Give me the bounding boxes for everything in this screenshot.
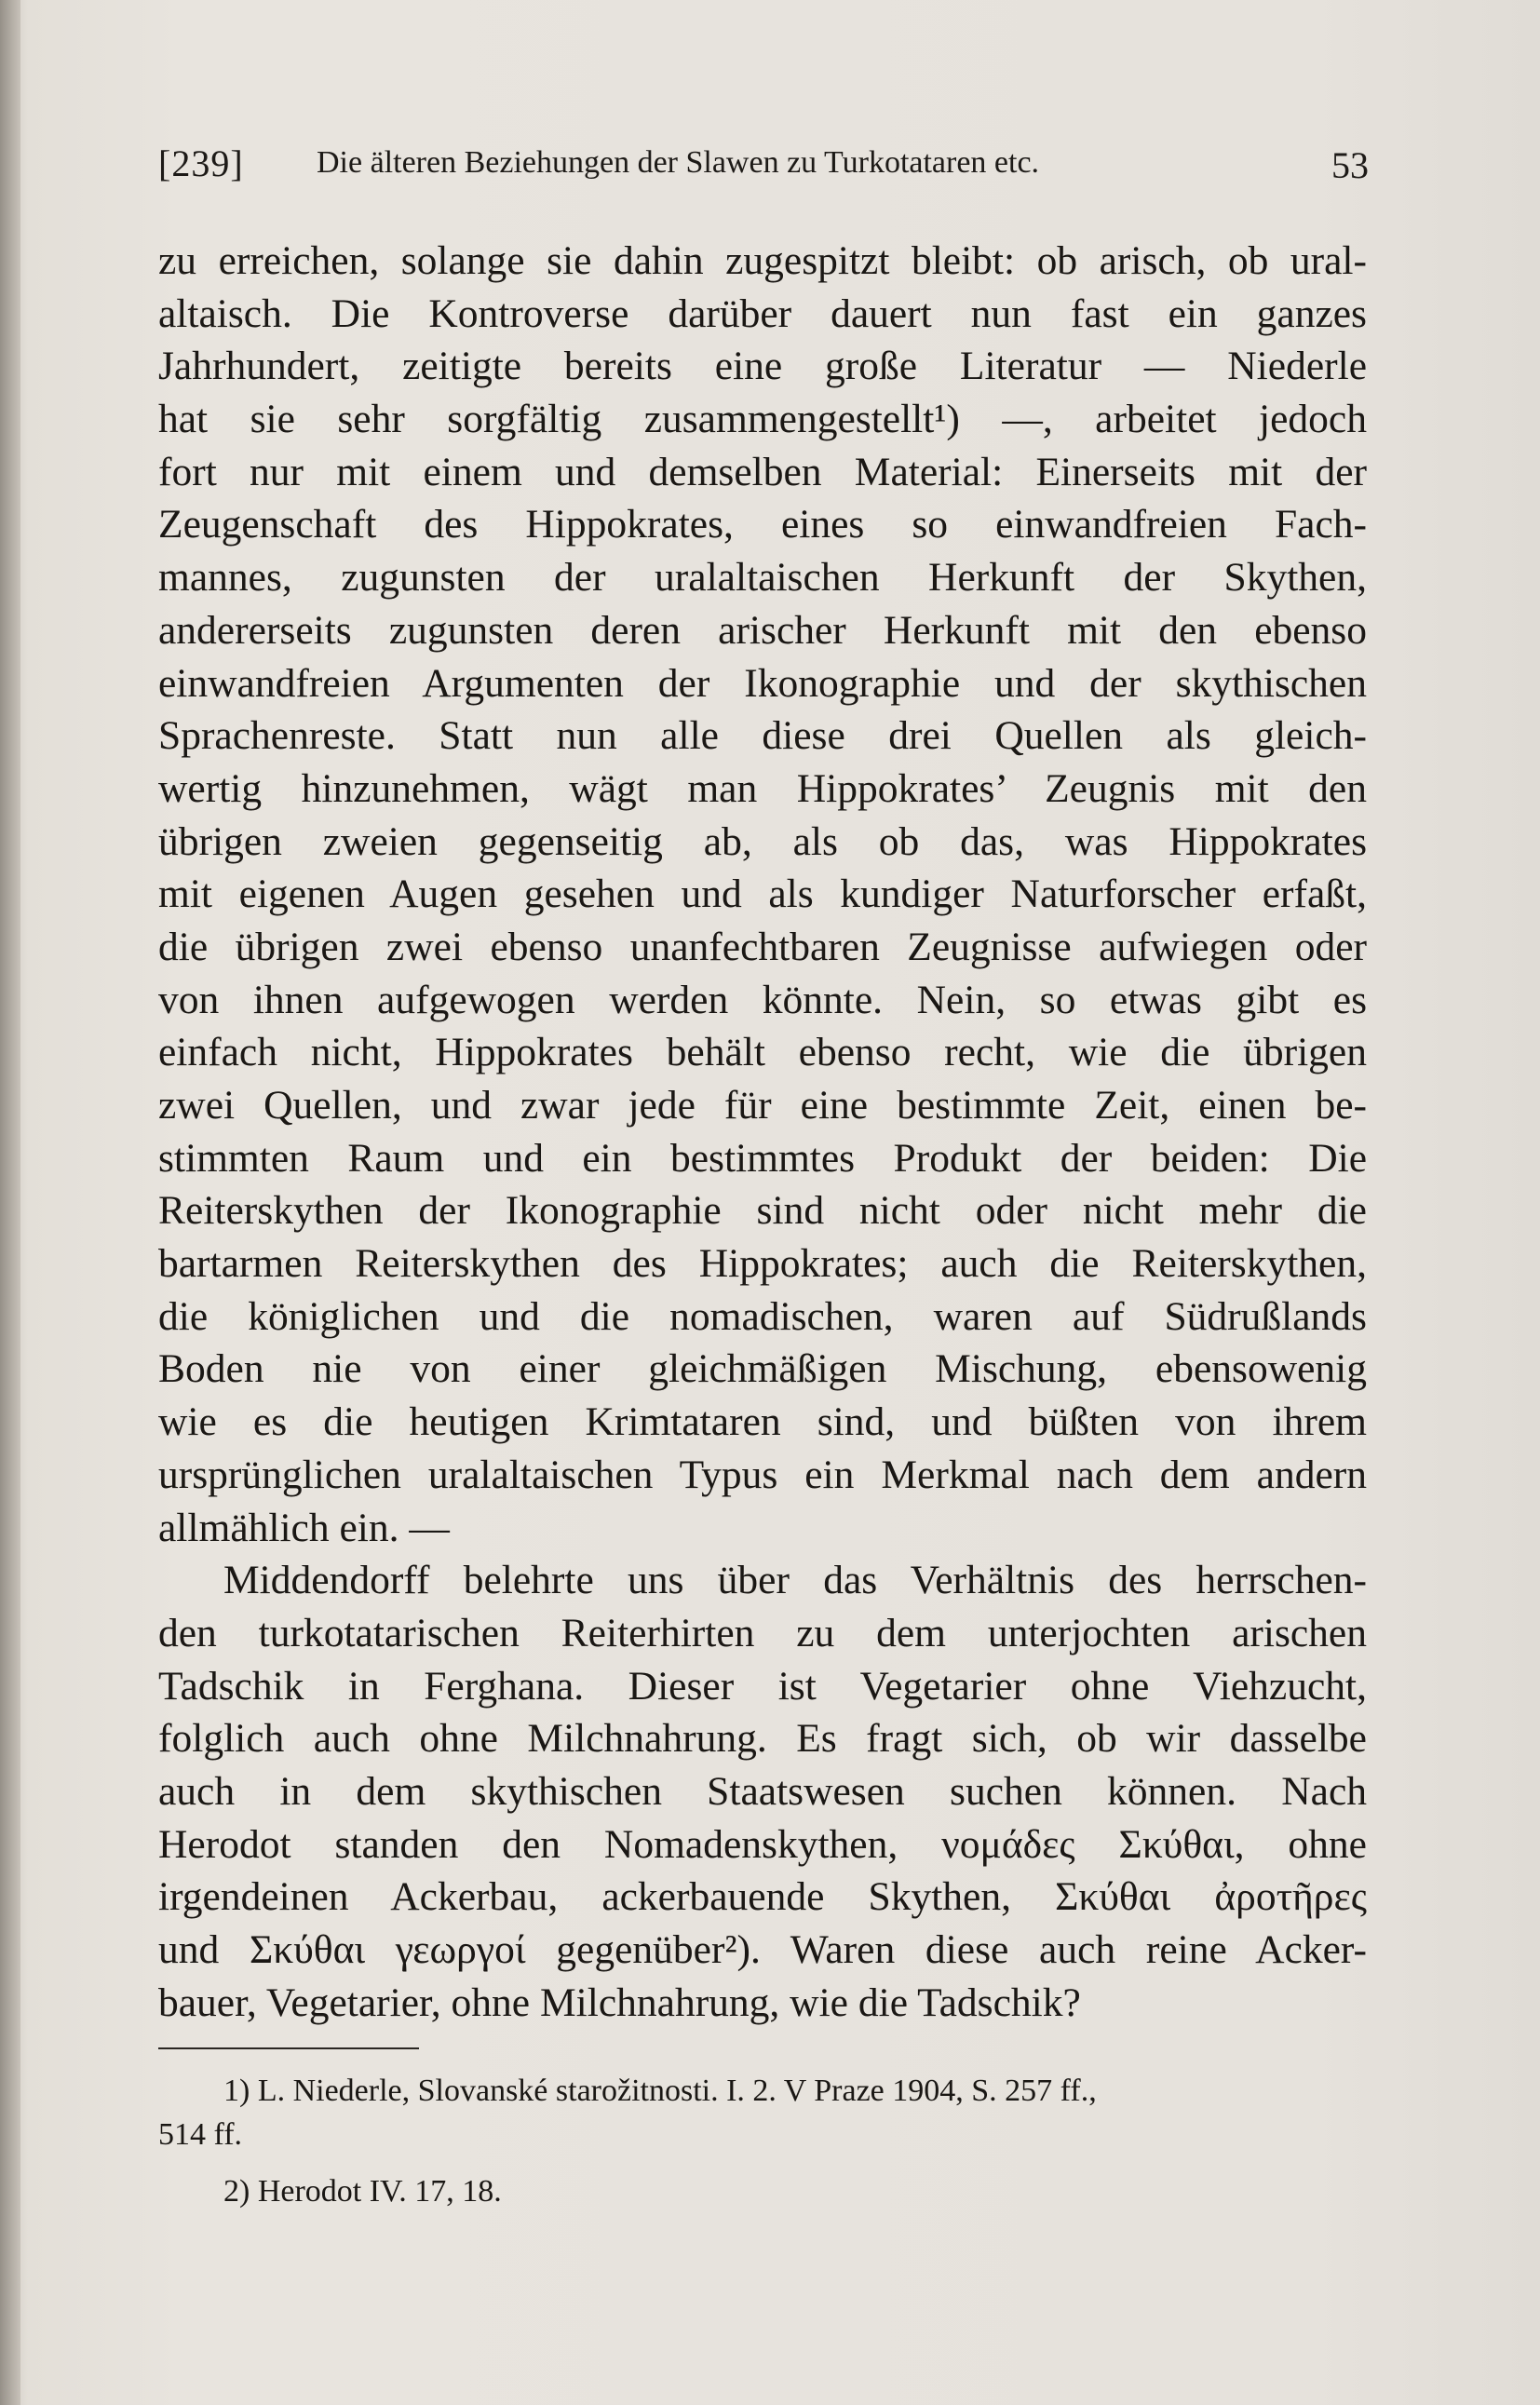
page-reference: [239] bbox=[158, 142, 244, 184]
spine-shadow bbox=[0, 0, 20, 2405]
text-line: fort nur mit einem und demselben Material: Einerseits mit der bbox=[158, 449, 1367, 494]
text-line: ursprünglichen uralaltaischen Typus ein Merkmal nach dem andern bbox=[158, 1452, 1367, 1497]
text-line: stimmten Raum und ein bestimmtes Produkt der beiden: Die bbox=[158, 1135, 1367, 1181]
footnotes bbox=[158, 2069, 1367, 2213]
text-line: wertig hinzunehmen, wägt man Hippokrates’ Zeugnis mit den bbox=[158, 765, 1367, 811]
text-line: Tadschik in Ferghana. Dieser ist Vegetarier ohne Viehzucht, bbox=[158, 1663, 1367, 1709]
body-text bbox=[158, 235, 1367, 2029]
text-line: andererseits zugunsten deren arischer Herkunft mit den ebenso bbox=[158, 607, 1367, 653]
text-line: von ihnen aufgewogen werden könnte. Nein, so etwas gibt es bbox=[158, 977, 1367, 1022]
text-line: Sprachenreste. Statt nun alle diese drei Quellen als gleich- bbox=[158, 713, 1367, 759]
text-line: mit eigenen Augen gesehen und als kundiger Naturforscher erfaßt, bbox=[158, 871, 1367, 917]
text-line: Herodot standen den Nomadenskythen, νομάδες Σκύθαι, ohne bbox=[158, 1821, 1367, 1867]
text-line: die königlichen und die nomadischen, waren auf Südrußlands bbox=[158, 1293, 1367, 1339]
text-line: bartarmen Reiterskythen des Hippokrates; auch die Reiterskythen, bbox=[158, 1241, 1367, 1287]
text-line: die übrigen zwei ebenso unanfechtbaren Zeugnisse aufwiegen oder bbox=[158, 924, 1367, 969]
text-line: Jahrhundert, zeitigte bereits eine große Literatur — Niederle bbox=[158, 344, 1367, 389]
text-line: den turkotatarischen Reiterhirten zu dem unterjochten arischen bbox=[158, 1610, 1367, 1655]
footnote-separator bbox=[158, 2047, 419, 2049]
text-line: hat sie sehr sorgfältig zusammengestellt¹) —, arbeitet jedoch bbox=[158, 397, 1367, 442]
running-head bbox=[158, 142, 1369, 197]
text-line: auch in dem skythischen Staatswesen suchen können. Nach bbox=[158, 1768, 1367, 1814]
page-number: 53 bbox=[1331, 144, 1369, 186]
text-line: zu erreichen, solange sie dahin zugespitzt bleibt: ob arisch, ob ural- bbox=[158, 238, 1367, 283]
text-line: Zeugenschaft des Hippokrates, eines so einwandfreien Fach- bbox=[158, 502, 1367, 547]
footnote-1: 1) L. Niederle, Slovanské starožitnosti. I. 2. V Praze 1904, S. 257 ff., bbox=[223, 2074, 1097, 2108]
text-line: einfach nicht, Hippokrates behält ebenso recht, wie die übrigen bbox=[158, 1030, 1367, 1075]
text-line: folglich auch ohne Milchnahrung. Es fragt sich, ob wir dasselbe bbox=[158, 1716, 1367, 1762]
text-line: wie es die heutigen Krimtataren sind, und büßten von ihrem bbox=[158, 1399, 1367, 1445]
text-line: allmählich ein. — bbox=[158, 1505, 450, 1550]
text-line: Reiterskythen der Ikonographie sind nicht oder nicht mehr die bbox=[158, 1188, 1367, 1234]
text-line: einwandfreien Argumenten der Ikonographie und der skythischen bbox=[158, 660, 1367, 706]
text-line: irgendeinen Ackerbau, ackerbauende Skythen, Σκύθαι ἀροτῆρες bbox=[158, 1874, 1367, 1920]
text-line: übrigen zweien gegenseitig ab, als ob das, was Hippokrates bbox=[158, 818, 1367, 864]
text-line: Middendorff belehrte uns über das Verhältnis des herrschen- bbox=[223, 1558, 1367, 1603]
text-line: bauer, Vegetarier, ohne Milchnahrung, wie die Tadschik? bbox=[158, 1979, 1081, 2025]
text-line: Boden nie von einer gleichmäßigen Mischung, ebensowenig bbox=[158, 1346, 1367, 1392]
text-line: altaisch. Die Kontroverse darüber dauert nun fast ein ganzes bbox=[158, 290, 1367, 336]
text-line: zwei Quellen, und zwar jede für eine bestimmte Zeit, einen be- bbox=[158, 1083, 1367, 1128]
text-line: und Σκύθαι γεωργοί gegenüber²). Waren diese auch reine Acker- bbox=[158, 1927, 1367, 1972]
running-title: Die älteren Beziehungen der Slawen zu Turkotataren etc. bbox=[317, 145, 1040, 180]
footnote-2: 2) Herodot IV. 17, 18. bbox=[223, 2174, 502, 2209]
text-line: mannes, zugunsten der uralaltaischen Herkunft der Skythen, bbox=[158, 555, 1367, 601]
footnote-1-continuation: 514 ff. bbox=[158, 2117, 243, 2152]
